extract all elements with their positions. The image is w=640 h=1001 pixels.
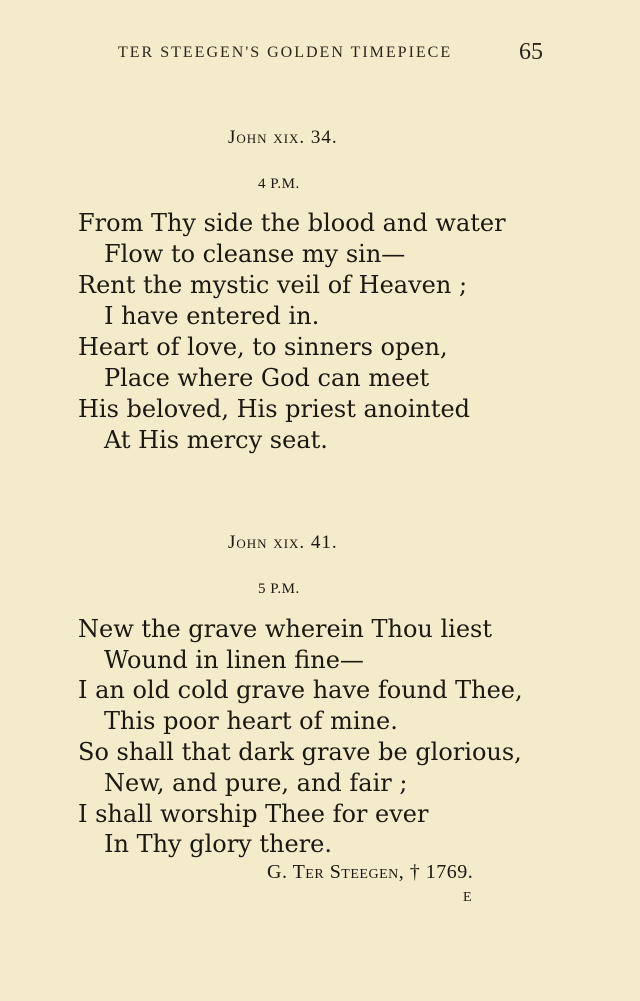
poem-line: I shall worship Thee for ever — [78, 800, 429, 828]
poem-line: In Thy glory there. — [104, 830, 332, 858]
section-2-time: 5 P.M. — [258, 581, 300, 597]
author-signature: G. Ter Steegen, † 1769. — [267, 861, 474, 883]
poem-line: I have entered in. — [104, 302, 320, 330]
section-2-reference: John xix. 41. — [228, 532, 338, 553]
poem-line: This poor heart of mine. — [104, 707, 398, 735]
poem-line: I an old cold grave have found Thee, — [78, 676, 523, 704]
poem-line: His beloved, His priest anointed — [78, 395, 471, 423]
running-head: TER STEEGEN'S GOLDEN TIMEPIECE — [118, 44, 453, 61]
page-number: 65 — [519, 39, 543, 65]
poem-line: Flow to cleanse my sin— — [104, 240, 406, 268]
section-1-reference: John xix. 34. — [228, 127, 338, 148]
poem-line: Rent the mystic veil of Heaven ; — [78, 271, 468, 299]
poem-line: New the grave wherein Thou liest — [78, 615, 492, 643]
poem-line: Heart of love, to sinners open, — [78, 333, 448, 361]
poem-line: At His mercy seat. — [104, 426, 328, 454]
poem-line: New, and pure, and fair ; — [104, 769, 408, 797]
poem-line: From Thy side the blood and water — [78, 209, 506, 237]
poem-line: So shall that dark grave be glorious, — [78, 738, 522, 766]
poem-line: Wound in linen fine— — [104, 646, 364, 674]
poem-line: Place where God can meet — [104, 364, 430, 392]
section-1-time: 4 P.M. — [258, 176, 300, 192]
signature-mark: E — [463, 890, 472, 905]
